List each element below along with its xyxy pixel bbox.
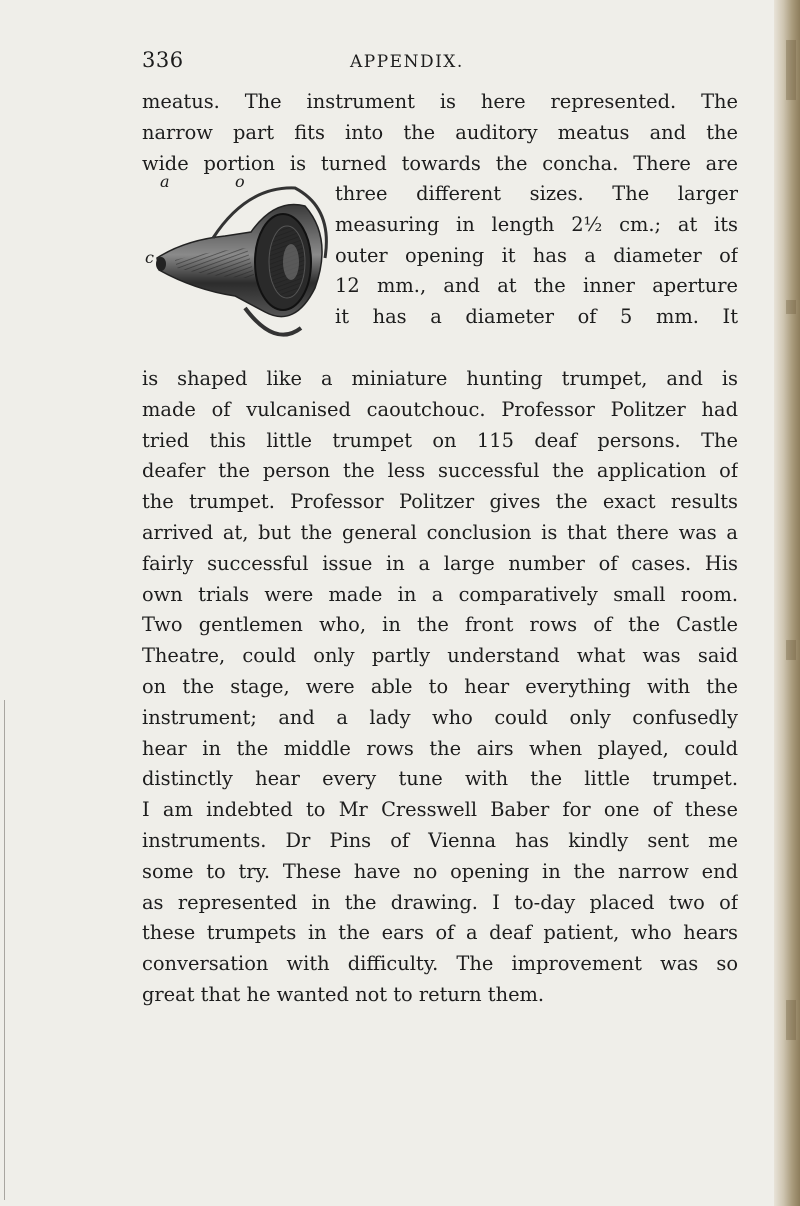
text-line: deafer the person the less successful the application of — [142, 459, 738, 483]
text-line: tried this little trumpet on 115 deaf persons. The — [142, 428, 738, 452]
figure-label-o: o — [235, 172, 245, 191]
text-line: as represented in the drawing. I to-day placed two of — [142, 890, 738, 914]
page-edge-line — [4, 700, 5, 1200]
text-line: it has a diameter of 5 mm. It — [335, 305, 738, 329]
text-line: is shaped like a miniature hunting trumpet, and is — [142, 367, 738, 390]
figure-label-a: a — [160, 172, 170, 191]
paragraph-top — [142, 87, 738, 179]
figure-label-c: c — [145, 248, 154, 267]
text-line: fairly successful issue in a large number of cases. His — [142, 551, 738, 575]
text-line: three different sizes. The larger — [335, 182, 738, 205]
text-line: meatus. The instrument is here represented. The — [142, 90, 738, 113]
text-line: instruments. Dr Pins of Vienna has kindly sent me — [142, 828, 738, 852]
text-line: narrow part fits into the auditory meatus and the — [142, 120, 738, 144]
text-line: great that he wanted not to return them. — [142, 982, 545, 1006]
text-line: measuring in length 2½ cm.; at its — [335, 212, 738, 236]
text-line: these trumpets in the ears of a deaf patient, who hears — [142, 921, 738, 945]
text-line: on the stage, were able to hear everything with the — [142, 674, 738, 698]
text-line: I am indebted to Mr Cresswell Baber for one of these — [142, 798, 738, 822]
text-line: wide portion is turned towards the concha. There are — [142, 151, 738, 175]
text-line: made of vulcanised caoutchouc. Professor Politzer had — [142, 397, 738, 421]
text-line: hear in the middle rows the airs when played, could — [142, 736, 738, 760]
text-line: own trials were made in a comparatively small room. — [142, 582, 738, 606]
text-line: outer opening it has a diameter of — [335, 243, 738, 267]
text-line: conversation with difficulty. The improvement was so — [142, 952, 738, 976]
text-line: Two gentlemen who, in the front rows of the Castle — [142, 613, 738, 637]
page-number: 336 — [142, 48, 184, 72]
paragraph-body — [142, 364, 738, 1011]
ear-trumpet-figure — [145, 172, 331, 362]
running-head: APPENDIX. — [350, 52, 464, 72]
paragraph-wrapped-beside-figure — [335, 179, 738, 333]
text-line: instrument; and a lady who could only confusedly — [142, 705, 738, 729]
text-line: the trumpet. Professor Politzer gives the exact results — [142, 490, 738, 514]
text-line: some to try. These have no opening in the narrow end — [142, 859, 738, 883]
text-line: arrived at, but the general conclusion is that there was a — [142, 520, 738, 544]
text-line: distinctly hear every tune with the little trumpet. — [142, 767, 738, 791]
ear-trumpet-illustration — [155, 178, 331, 362]
text-line: Theatre, could only partly understand what was said — [142, 644, 738, 668]
page-binding-edge — [774, 0, 800, 1206]
text-line: 12 mm., and at the inner aperture — [335, 274, 738, 298]
page-header — [0, 48, 800, 78]
